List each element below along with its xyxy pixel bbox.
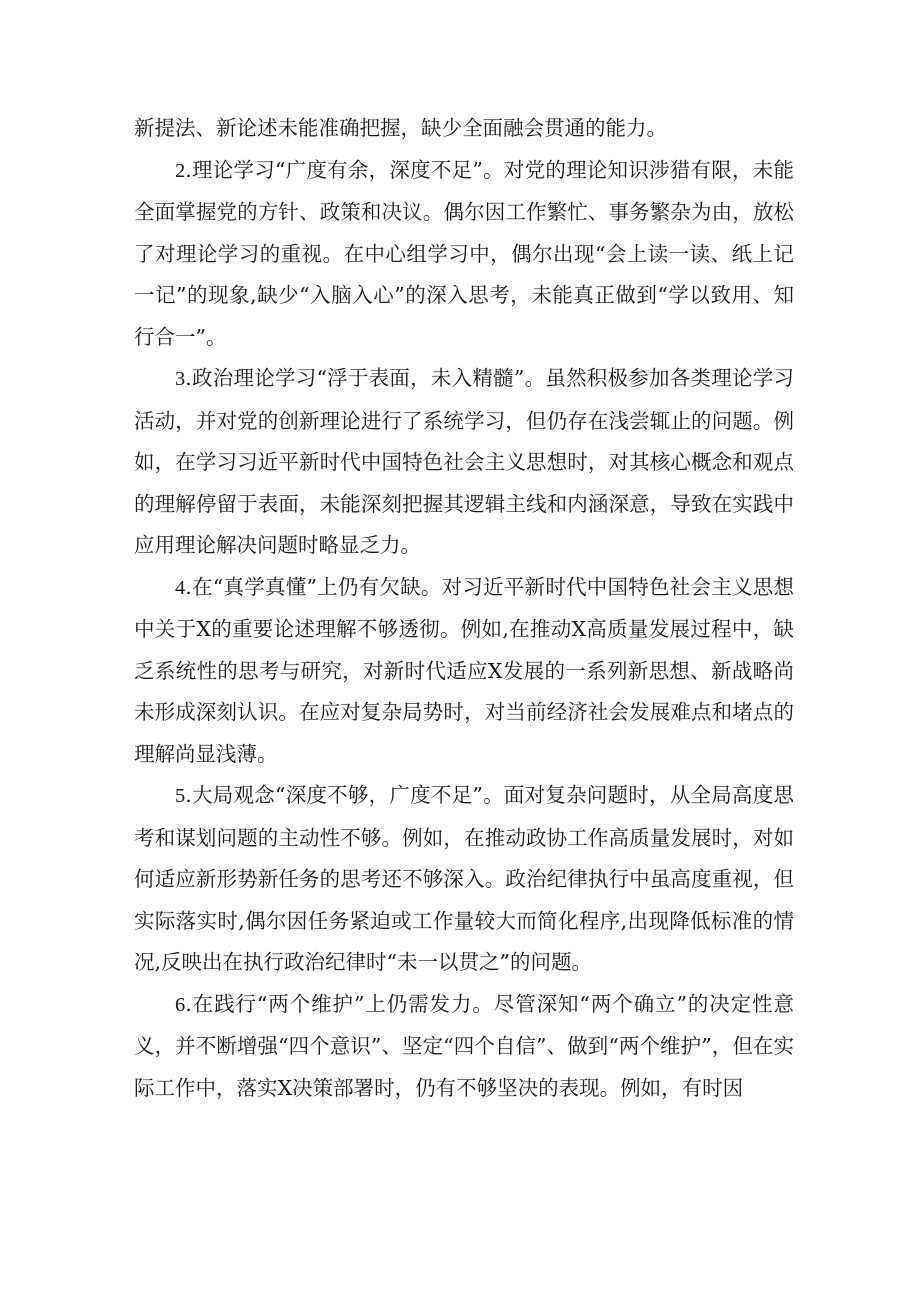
paragraph-text: .理论学习“广度有余，深度不足”。对党的理论知识涉猎有限，未能全面掌握党的方针、政策和决议。偶尔因工作繁忙、事务繁杂为由，放松了对理论学习的重视。在中心组学习中，偶尔出现“会上读一读、纸上记一记”的现象,缺少“入脑入心”的深入思考，未能真正做到“学以致用、知行合一”。 [134, 157, 794, 349]
paragraph-item-2 [134, 150, 794, 359]
paragraph-continuation [134, 108, 794, 150]
paragraph-number: 3 [175, 368, 186, 390]
paragraph-text: 新提法、新论述未能准确把握，缺少全面融会贯通的能力。 [134, 116, 667, 140]
paragraph-number: 2 [175, 159, 186, 182]
paragraph-item-3 [134, 358, 794, 567]
paragraph-number: 5 [175, 785, 186, 807]
paragraph-item-4 [134, 567, 794, 776]
paragraph-number: 6 [175, 993, 186, 1016]
paragraph-number: 4 [175, 576, 186, 599]
paragraph-item-5 [134, 775, 794, 984]
paragraph-text: .大局观念“深度不够，广度不足”。面对复杂问题时，从全局高度思考和谋划问题的主动性不够。例如，在推动政协工作高质量发展时，对如何适应新形势新任务的思考还不够深入。政治纪律执行中虽高度重视，但实际落实时,偶尔因任务紧迫或工作量较大而简化程序,出现降低标准的情况,反映出在执行政治纪律时“未一以贯之”的问题。 [134, 783, 794, 974]
document-body [134, 108, 794, 1109]
paragraph-text: .在“真学真懂”上仍有欠缺。对习近平新时代中国特色社会主义思想中关于X的重要论述理解不够透彻。例如,在推动X高质量发展过程中，缺乏系统性的思考与研究，对新时代适应X发展的一系列新思想、新战略尚未形成深刻认识。在应对复杂局势时，对当前经济社会发展难点和堵点的理解尚显浅薄。 [134, 574, 794, 766]
paragraph-text: .在践行“两个维护”上仍需发力。尽管深知“两个确立”的决定性意义，并不断增强“四个意识”、坚定“四个自信”、做到“两个维护”，但在实际工作中，落实X决策部署时，仍有不够坚决的表现。例如，有时因 [134, 991, 794, 1100]
paragraph-item-6 [134, 984, 794, 1110]
paragraph-text: .政治理论学习“浮于表面，未入精髓”。虽然积极参加各类理论学习活动，并对党的创新理论进行了系统学习，但仍存在浅尝辄止的问题。例如，在学习习近平新时代中国特色社会主义思想时，对其核心概念和观点的理解停留于表面，未能深刻把握其逻辑主线和内涵深意，导致在实践中应用理论解决问题时略显乏力。 [134, 366, 794, 557]
